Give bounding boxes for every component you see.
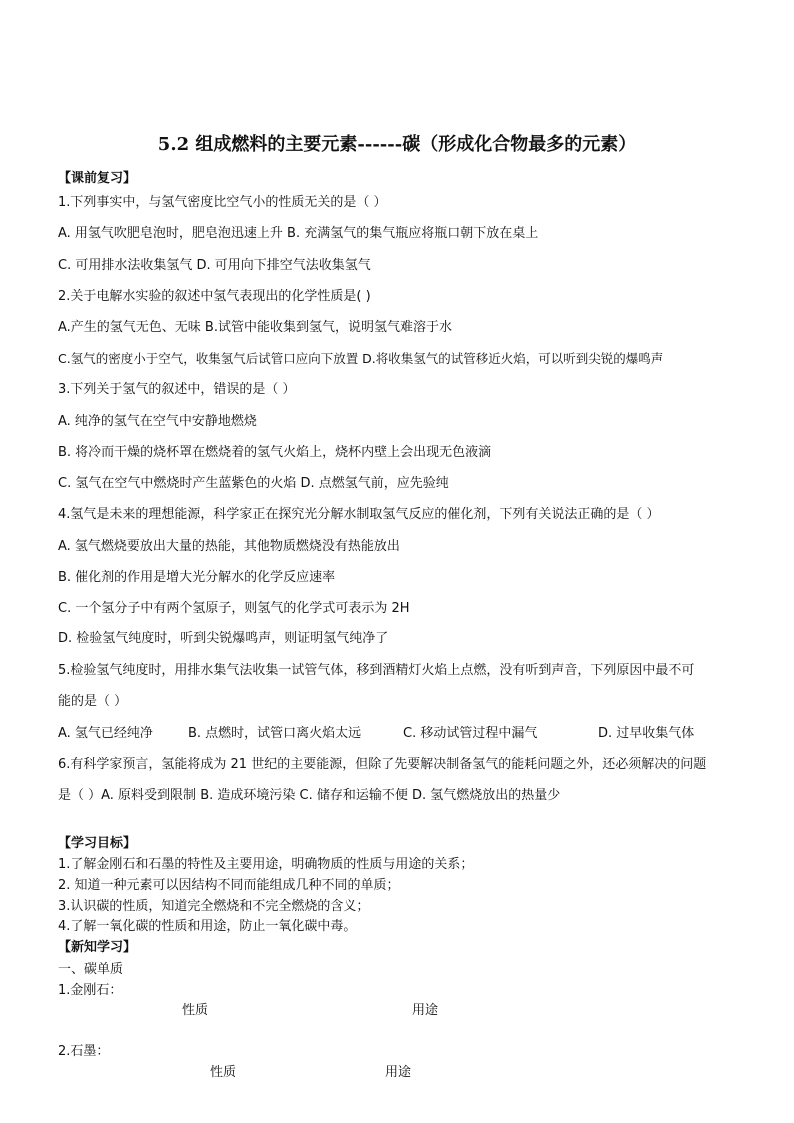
q1-options-ab: A. 用氢气吹肥皂泡时，肥皂泡迅速上升 B. 充满氢气的集气瓶应将瓶口朝下放在桌上	[58, 226, 539, 241]
page-title: 5.2 组成燃料的主要元素------碳（形成化合物最多的元素）	[157, 134, 637, 155]
q5-option-c: C. 移动试管过程中漏气	[403, 726, 538, 741]
graphite-label: 2.石墨：	[58, 1044, 110, 1059]
graphite-use-label: 用途	[385, 1065, 412, 1080]
diamond-use-label: 用途	[412, 1003, 439, 1018]
q4-option-b: B. 催化剂的作用是增大光分解水的化学反应速率	[58, 570, 336, 585]
q5-option-b: B. 点燃时，试管口离火焰太远	[188, 726, 362, 741]
diamond-property-label: 性质	[182, 1003, 209, 1018]
goal-item-1: 1.了解金刚石和石墨的特性及主要用途，明确物质的性质与用途的关系；	[58, 857, 474, 872]
goals-heading: 【学习目标】	[58, 836, 137, 851]
q6-stem-line1: 6.有科学家预言，氢能将成为 21 世纪的主要能源，但除了先要解决制备氢气的能耗问题之外，还必须解决的问题	[58, 757, 707, 772]
goal-item-2: 2. 知道一种元素可以因结构不同而能组成几种不同的单质；	[58, 878, 400, 893]
q1-options-cd: C. 可用排水法收集氢气 D. 可用向下排空气法收集氢气	[58, 258, 371, 273]
q3-option-b: B. 将冷而干燥的烧杯罩在燃烧着的氢气火焰上，烧杯内壁上会出现无色液滴	[58, 445, 492, 460]
q4-option-d: D. 检验氢气纯度时，听到尖锐爆鸣声，则证明氢气纯净了	[58, 631, 389, 646]
goal-item-4: 4.了解一氧化碳的性质和用途，防止一氧化碳中毒。	[58, 919, 357, 934]
q2-stem: 2.关于电解水实验的叙述中氢气表现出的化学性质是( )	[58, 289, 371, 304]
section-carbon-elements: 一、碳单质	[58, 962, 124, 977]
review-heading: 【课前复习】	[58, 171, 137, 186]
q3-option-a: A. 纯净的氢气在空气中安静地燃烧	[58, 414, 257, 429]
q5-stem-line2: 能的是（ ）	[58, 694, 128, 709]
q1-stem: 1.下列事实中，与氢气密度比空气小的性质无关的是（ ）	[58, 195, 387, 210]
graphite-property-label: 性质	[210, 1065, 237, 1080]
new-lesson-heading: 【新知学习】	[58, 940, 137, 955]
q3-stem: 3.下列关于氢气的叙述中，错误的是（ ）	[58, 382, 296, 397]
goal-item-3: 3.认识碳的性质，知道完全燃烧和不完全燃烧的含义；	[58, 899, 370, 914]
q6-stem-line2: 是（ ）A. 原料受到限制 B. 造成环境污染 C. 储存和运输不便 D. 氢气燃烧放出的热量少	[58, 788, 561, 803]
q5-option-a: A. 氢气已经纯净	[58, 726, 153, 741]
q5-stem-line1: 5.检验氢气纯度时，用排水集气法收集一试管气体，移到酒精灯火焰上点燃，没有听到声音，下列原因中最不可	[58, 663, 695, 678]
q2-options-cd: C.氢气的密度小于空气，收集氢气后试管口应向下放置 D.将收集氢气的试管移近火焰，可以听到尖锐的爆鸣声	[58, 351, 664, 366]
q4-option-c: C. 一个氢分子中有两个氢原子，则氢气的化学式可表示为 2H	[58, 601, 410, 616]
q2-options-ab: A.产生的氢气无色、无味 B.试管中能收集到氢气，说明氢气难溶于水	[58, 320, 452, 335]
diamond-label: 1.金刚石：	[58, 983, 123, 998]
q3-options-cd: C. 氢气在空气中燃烧时产生蓝紫色的火焰 D. 点燃氢气前，应先验纯	[58, 476, 449, 491]
q4-option-a: A. 氢气燃烧要放出大量的热能，其他物质燃烧没有热能放出	[58, 539, 400, 554]
q4-stem: 4.氢气是未来的理想能源，科学家正在探究光分解水制取氢气反应的催化剂，下列有关说法正确的是（ ）	[58, 507, 660, 522]
q5-option-d: D. 过早收集气体	[598, 726, 695, 741]
